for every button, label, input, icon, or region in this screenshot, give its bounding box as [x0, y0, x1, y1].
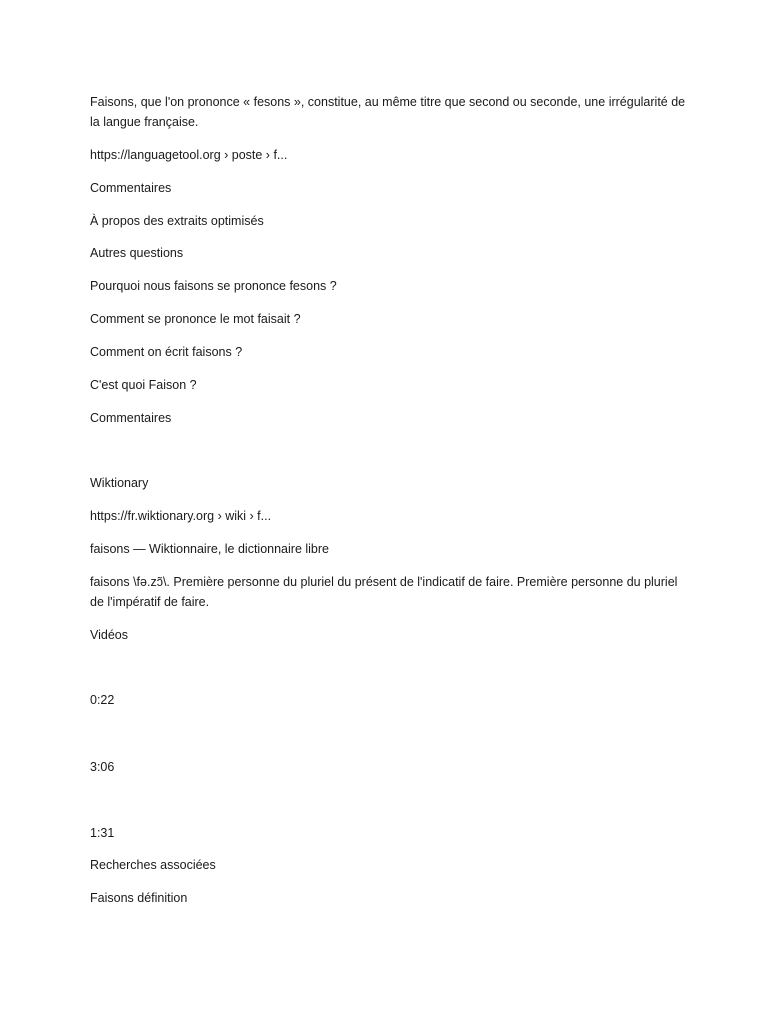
- comments-link-2[interactable]: Commentaires: [90, 411, 172, 425]
- about-snippets-link[interactable]: À propos des extraits optimisés: [90, 214, 264, 228]
- featured-snippet-text: Faisons, que l'on prononce « fesons », constitue, au même titre que second ou seconde, une irrégularité de la langue française.: [90, 95, 686, 129]
- other-questions-heading: Autres questions: [90, 246, 184, 260]
- wiktionary-result-snippet: faisons \fə.zɔ̃\. Première personne du pluriel du présent de l'indicatif de faire. Première personne du pluriel de l'impératif de faire.: [90, 575, 678, 609]
- comments-link-1[interactable]: Commentaires: [90, 181, 172, 195]
- related-searches-heading: Recherches associées: [90, 858, 216, 872]
- question-item-1[interactable]: Pourquoi nous faisons se prononce fesons ?: [90, 279, 337, 293]
- wiktionary-url-link[interactable]: https://fr.wiktionary.org › wiki › f...: [90, 509, 272, 523]
- question-item-4[interactable]: C'est quoi Faison ?: [90, 378, 197, 392]
- video-duration-1[interactable]: 0:22: [90, 693, 115, 707]
- related-search-item-1[interactable]: Faisons définition: [90, 891, 188, 905]
- video-duration-3[interactable]: 1:31: [90, 826, 115, 840]
- videos-heading: Vidéos: [90, 628, 128, 642]
- question-item-3[interactable]: Comment on écrit faisons ?: [90, 345, 243, 359]
- question-item-2[interactable]: Comment se prononce le mot faisait ?: [90, 312, 301, 326]
- video-duration-2[interactable]: 3:06: [90, 760, 115, 774]
- wiktionary-result-title[interactable]: faisons — Wiktionnaire, le dictionnaire libre: [90, 542, 329, 556]
- wiktionary-source-name: Wiktionary: [90, 476, 149, 490]
- languagetool-url-link[interactable]: https://languagetool.org › poste › f...: [90, 148, 288, 162]
